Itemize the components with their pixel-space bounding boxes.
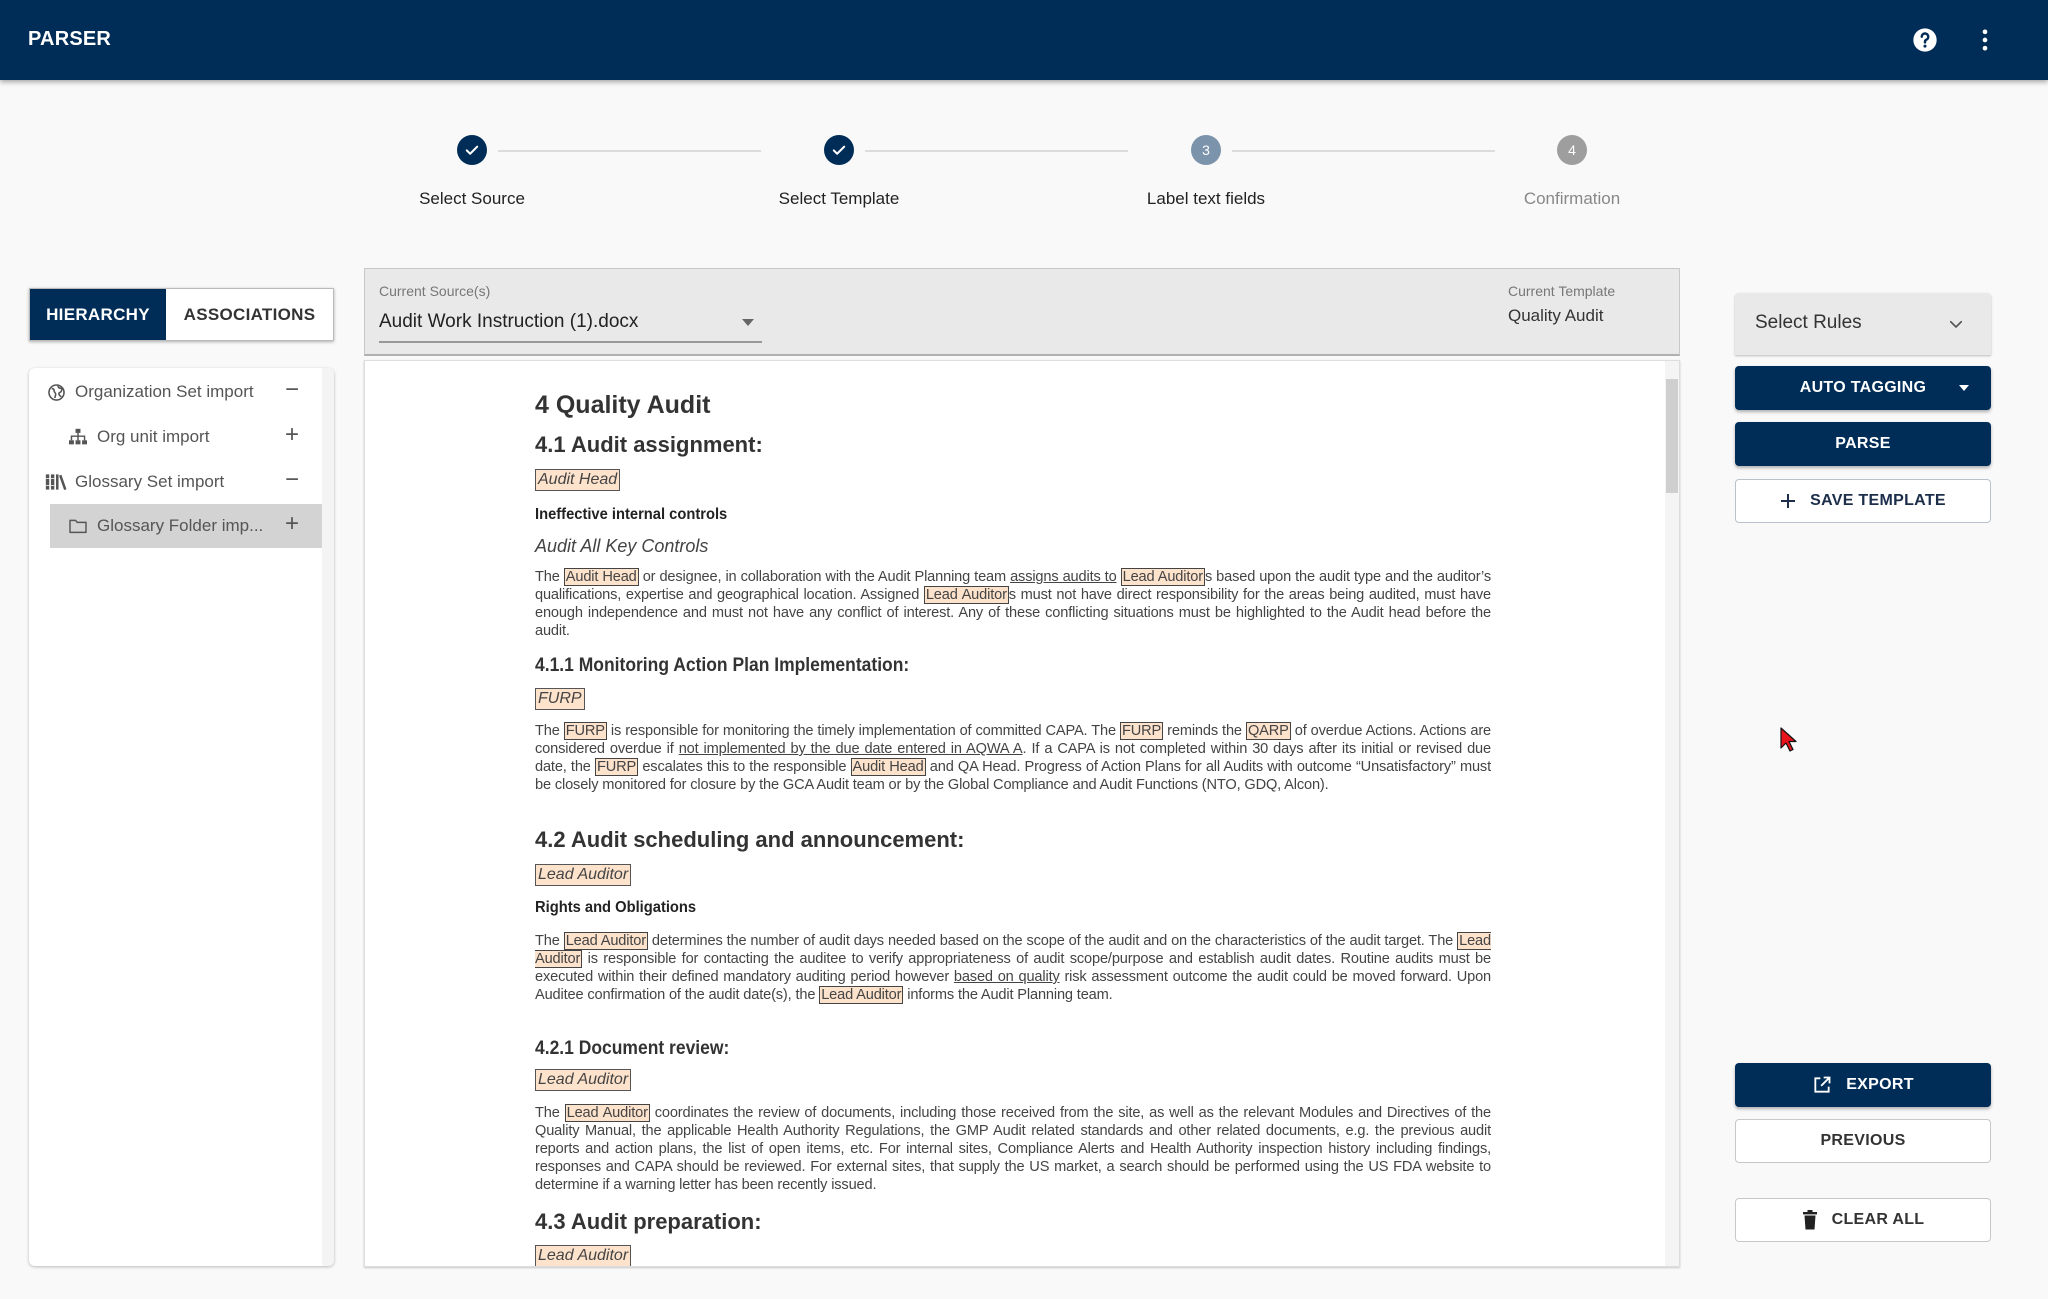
step-label: Label text fields	[1146, 189, 1266, 208]
text: determines the number of audit days needed based on the scope of the audit and on the characteristics of the audit target. The	[647, 933, 1458, 949]
inline-tag[interactable]: Lead Auditor	[535, 933, 1491, 967]
heading-4-2: 4.2 Audit scheduling and announcement:	[535, 827, 965, 852]
underlined-text: not implemented by the due date entered in AQWA A	[678, 741, 1023, 757]
library-books-icon	[45, 471, 67, 493]
tree-item-glossary-folder[interactable]	[50, 504, 322, 548]
globe-icon	[45, 381, 67, 403]
trash-icon	[1802, 1210, 1818, 1230]
step-select-source[interactable]	[372, 135, 572, 209]
collapse-icon[interactable]: −	[284, 376, 299, 403]
subheading-ineffective-controls: Ineffective internal controls	[535, 506, 728, 523]
button-label: CLEAR ALL	[1831, 1211, 1925, 1228]
previous-button[interactable]	[1735, 1119, 1991, 1163]
step-label: Select Template	[778, 189, 900, 208]
step-number: 3	[1191, 135, 1221, 165]
current-source-label: Current Source(s)	[379, 283, 491, 299]
tab-hierarchy[interactable]: HIERARCHY	[30, 289, 166, 340]
button-label: SAVE TEMPLATE	[1810, 492, 1946, 509]
text: The	[535, 933, 564, 949]
inline-tag[interactable]: Lead Auditor	[565, 933, 646, 949]
folder-icon	[67, 515, 89, 537]
button-label: PREVIOUS	[1820, 1132, 1906, 1149]
tree-item-label: Organization Set import	[75, 382, 254, 401]
document-scrollbar[interactable]	[1665, 361, 1679, 1266]
underlined-text: assigns audits to	[1010, 569, 1117, 585]
underlined-text: based on quality	[953, 969, 1060, 985]
text: reminds the	[1163, 723, 1246, 739]
source-select-value: Audit Work Instruction (1).docx	[379, 311, 639, 332]
paragraph	[535, 722, 1491, 794]
tab-associations[interactable]: ASSOCIATIONS	[166, 289, 333, 340]
clear-all-button[interactable]	[1735, 1198, 1991, 1242]
step-select-template[interactable]	[739, 135, 939, 209]
paragraph	[535, 1104, 1491, 1194]
expand-icon[interactable]: +	[284, 510, 299, 537]
text: or designee, in collaboration with the Audit Planning team	[638, 569, 1011, 585]
text: is responsible for monitoring the timely implementation of committed CAPA. The	[606, 723, 1120, 739]
caret-down-icon[interactable]	[1959, 385, 1969, 391]
app-title: PARSER	[28, 28, 112, 50]
text: The	[535, 723, 564, 739]
label-tag[interactable]: Lead Auditor	[535, 864, 631, 886]
dropdown-arrow-icon	[742, 319, 754, 326]
tree-item-organization-set[interactable]	[45, 370, 315, 414]
inline-tag[interactable]: Audit Head	[852, 759, 924, 775]
mouse-cursor-icon	[1780, 727, 1798, 753]
app-bar	[0, 0, 2048, 80]
label-tag[interactable]: Audit Head	[535, 469, 620, 491]
italic-key-controls: Audit All Key Controls	[535, 536, 709, 556]
parse-button[interactable]	[1735, 422, 1991, 466]
step-label: Confirmation	[1523, 189, 1621, 208]
step-confirmation	[1472, 135, 1672, 209]
inline-tag[interactable]: Lead Auditor	[925, 587, 1007, 603]
text: . If a CAPA is not completed within 30 days after its initial or revised due date, the	[535, 741, 1491, 775]
heading-4-1-1: 4.1.1 Monitoring Action Plan Implementation:	[535, 655, 910, 676]
check-icon	[824, 135, 854, 165]
paragraph	[535, 568, 1491, 640]
button-label: AUTO TAGGING	[1799, 379, 1927, 396]
source-bar	[364, 268, 1680, 356]
current-template-label: Current Template	[1508, 283, 1616, 299]
plus-icon	[1780, 493, 1796, 509]
collapse-icon[interactable]: −	[284, 466, 299, 493]
stepper	[400, 135, 1660, 215]
tree-item-label: Glossary Set import	[75, 472, 225, 491]
export-button[interactable]	[1735, 1063, 1991, 1107]
heading-4: 4 Quality Audit	[535, 391, 711, 419]
auto-tagging-button[interactable]	[1735, 366, 1991, 410]
text: escalates this to the responsible	[638, 759, 851, 775]
tree-scrollbar[interactable]	[322, 368, 334, 1266]
heading-4-2-1: 4.2.1 Document review:	[535, 1038, 730, 1059]
text: informs the Audit Planning team.	[903, 987, 1113, 1003]
text: s based upon the audit type and the auditor’s qualifications, expertise and geographical location. Assigned	[535, 569, 1491, 603]
step-label-text-fields[interactable]	[1106, 135, 1306, 209]
subheading-rights-obligations: Rights and Obligations	[535, 899, 697, 916]
chevron-down-icon	[1947, 315, 1965, 333]
org-chart-icon	[67, 426, 89, 448]
tree-item-label: Org unit import	[97, 427, 210, 446]
text: and QA Head. Progress of Action Plans for all Audits with outcome “Unsatisfactory” must be closely monitored for closure by the GCA Audit team or by the Global Compliance and Audit Functions (NTO, GDQ, Alcon).	[535, 759, 1491, 793]
button-label: EXPORT	[1846, 1076, 1914, 1093]
label-tag[interactable]: Lead Auditor	[535, 1069, 631, 1091]
text: is responsible for contacting the auditee to verify appropriateness of audit scope/purpose and establish audit dates. Routine audits must be executed within their defined mandatory auditing period however	[535, 951, 1491, 985]
heading-4-1: 4.1 Audit assignment:	[535, 432, 763, 457]
label-tag[interactable]: Lead Auditor	[535, 1245, 631, 1267]
inline-tag[interactable]: QARP	[1247, 723, 1289, 739]
text: The	[535, 569, 564, 585]
help-icon[interactable]	[1911, 26, 1939, 54]
current-template-value: Quality Audit	[1508, 306, 1604, 325]
text: risk assessment outcome the audit could be moved forward. Upon Auditee confirmation of the audit date(s), the	[535, 969, 1491, 1003]
paragraph	[535, 932, 1491, 1004]
more-vertical-icon[interactable]	[1971, 26, 1999, 54]
source-select[interactable]	[379, 309, 762, 343]
inline-tag[interactable]: Lead Auditor	[821, 987, 902, 1003]
tree-item-glossary-set[interactable]	[45, 460, 315, 504]
view-tabs	[29, 288, 334, 341]
inline-tag[interactable]: Lead Auditor	[566, 1105, 648, 1121]
inline-tag[interactable]: Audit Head	[565, 569, 637, 585]
tree-item-org-unit[interactable]	[67, 415, 315, 459]
tree-item-label: Glossary Folder imp...	[97, 516, 264, 535]
check-icon	[457, 135, 487, 165]
open-in-new-icon	[1812, 1075, 1832, 1095]
inline-tag[interactable]: FURP	[596, 759, 637, 775]
label-tag[interactable]: FURP	[535, 688, 585, 710]
hierarchy-tree	[29, 368, 334, 1266]
step-label: Select Source	[419, 189, 525, 208]
inline-tag[interactable]: FURP	[565, 723, 605, 739]
text: coordinates the review of documents, including those received from the site, as well as the relevant Modules and Directives of the Quality Manual, the applicable Health Authority Regulations, the GMP Audit related standards and other related documents, e.g. the previous audit reports and action plans, the list of open items, etc. For internal sites, Compliance Alerts and Health Authority inspection history including findings, responses and CAPA should be reviewed. For external sites, that supply the US market, a search should be performed using the US FDA website to determine if a warning letter has been recently issued.	[535, 1105, 1491, 1193]
text: s must not have direct responsibility for the areas being audited, must have enough independence and must not have any conflict of interest. Any of these conflicting situations must be highlighted to the Audit head before the audit.	[535, 587, 1491, 639]
text: of overdue Actions. Actions are considered overdue if	[535, 723, 1492, 757]
button-label: PARSE	[1835, 435, 1891, 452]
text: The	[535, 1105, 565, 1121]
inline-tag[interactable]: FURP	[1121, 723, 1162, 739]
step-number: 4	[1557, 135, 1587, 165]
save-template-button[interactable]	[1735, 479, 1991, 523]
scrollbar-thumb[interactable]	[1666, 379, 1678, 493]
select-rules-placeholder: Select Rules	[1755, 312, 1862, 333]
expand-icon[interactable]: +	[284, 421, 299, 448]
select-rules-dropdown[interactable]	[1735, 293, 1991, 355]
heading-4-3: 4.3 Audit preparation:	[535, 1209, 762, 1234]
document-viewer	[364, 360, 1680, 1267]
inline-tag[interactable]: Lead Auditor	[1122, 569, 1203, 585]
